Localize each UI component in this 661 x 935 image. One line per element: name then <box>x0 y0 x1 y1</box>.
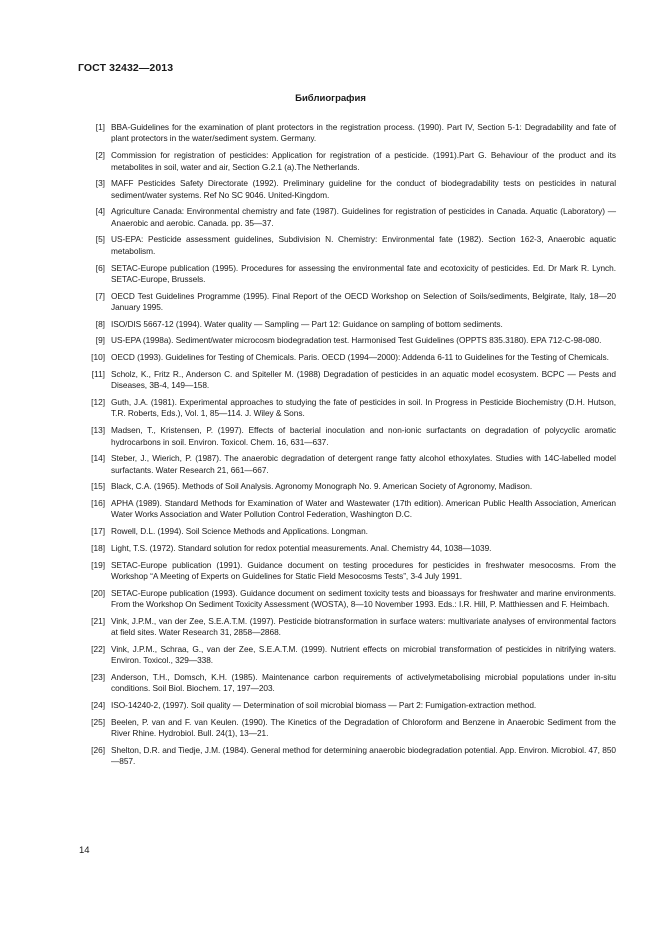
reference-number: [17] <box>91 526 105 537</box>
reference-number: [20] <box>91 587 105 598</box>
reference-number: [9] <box>95 335 105 346</box>
reference-item <box>80 122 616 145</box>
reference-text: SETAC-Europe publication (1991). Guidance document on testing procedures for pesticides in freshwater mesocosms. From the Workshop “A Meeting of Experts on Guidelines for Static Field Mesocosms Tests”, 3-4 July 1991. <box>111 559 616 581</box>
reference-list <box>80 122 616 768</box>
reference-text: SETAC-Europe publication (1995). Procedures for assessing the environmental fate and ecotoxicity of pesticides. Ed. Dr Mark R. Lynch. SETAC-Europe, Brussels. <box>111 262 616 284</box>
reference-item <box>80 425 616 448</box>
reference-number: [15] <box>91 481 105 492</box>
reference-item <box>80 335 616 346</box>
reference-item <box>80 263 616 286</box>
reference-item <box>80 178 616 201</box>
reference-number: [5] <box>95 234 105 245</box>
reference-item <box>80 150 616 173</box>
reference-text: MAFF Pesticides Safety Directorate (1992). Preliminary guideline for the conduct of biodegradability tests on pesticides in natural sediment/water systems. Ref No SC 9046. United-Kingdom. <box>111 178 616 200</box>
reference-text: Madsen, T., Kristensen, P. (1997). Effects of bacterial inoculation and non-ionic surfactants on degradation of polycyclic aromatic hydrocarbons in soil. Environ. Toxicol. Chem. 16, 631—637. <box>111 425 616 447</box>
reference-number: [23] <box>91 671 105 682</box>
reference-item <box>80 319 616 330</box>
reference-text: Shelton, D.R. and Tiedje, J.M. (1984). General method for determining anaerobic biodegradation potential. App. Environ. Microbiol. 47, 850—857. <box>111 744 616 767</box>
reference-number: [21] <box>91 615 105 626</box>
reference-item <box>80 453 616 476</box>
reference-text: Anderson, T.H., Domsch, K.H. (1985). Maintenance carbon requirements of activelymetabolising microbial populations under in-situ conditions. Soil Biol. Biochem. 17, 197—203. <box>111 671 616 694</box>
reference-item <box>80 498 616 521</box>
reference-text: Guth, J.A. (1981). Experimental approaches to studying the fate of pesticides in soil. In Progress in Pesticide Biochemistry (D.H. Hutson, T.R. Roberts, Eds.), Vol. 1, 85—114. J. Wiley & Sons. <box>111 396 616 419</box>
reference-text: Steber, J., Wierich, P. (1987). The anaerobic degradation of detergent range fatty alcohol ethoxylates. Studies with 14C-labelled model surfactants. Water Research 21, 661—667. <box>111 453 616 475</box>
reference-number: [24] <box>91 700 105 711</box>
reference-number: [4] <box>95 206 105 217</box>
reference-text: OECD (1993). Guidelines for Testing of Chemicals. Paris. OECD (1994—2000): Addenda 6-11 to Guidelines for the Testing of Chemicals. <box>111 352 609 363</box>
reference-item <box>80 560 616 583</box>
reference-text: Beelen, P. van and F. van Keulen. (1990). The Kinetics of the Degradation of Chloroform and Benzene in Anaerobic Sediment from the River Rhine. Hydrobiol. Bull. 24(1), 13—21. <box>111 716 616 739</box>
reference-text: Black, C.A. (1965). Methods of Soil Analysis. Agronomy Monograph No. 9. American Society of Agronomy, Madison. <box>111 481 533 492</box>
reference-number: [6] <box>95 262 105 273</box>
reference-number: [18] <box>91 542 105 553</box>
reference-number: [10] <box>91 352 105 363</box>
reference-item <box>80 588 616 611</box>
reference-item <box>80 745 616 768</box>
reference-item <box>80 397 616 420</box>
reference-text: BBA-Guidelines for the examination of plant protectors in the registration process. (1990). Part IV, Section 5-1: Degradability and fate of plant protectors in the water/sediment system. Germany. <box>111 122 616 144</box>
page-number: 14 <box>79 845 90 856</box>
reference-number: [11] <box>91 368 105 379</box>
reference-item <box>80 700 616 711</box>
reference-number: [14] <box>91 453 105 464</box>
reference-item <box>80 644 616 667</box>
reference-item <box>80 526 616 537</box>
reference-text: ISO-14240-2, (1997). Soil quality — Determination of soil microbial biomass — Part 2: Fumigation-extraction method. <box>111 700 537 711</box>
reference-item <box>80 369 616 392</box>
reference-item <box>80 234 616 257</box>
reference-item <box>80 717 616 740</box>
reference-number: [26] <box>91 744 105 755</box>
reference-item <box>80 291 616 314</box>
reference-number: [16] <box>91 498 105 509</box>
reference-number: [13] <box>91 425 105 436</box>
reference-text: Agriculture Canada: Environmental chemistry and fate (1987). Guidelines for registration of pesticides in Canada. Aquatic (Laboratory) — Anaerobic and aerobic. Canada. pp. 35—37. <box>111 206 616 228</box>
reference-number: [22] <box>91 643 105 654</box>
reference-number: [1] <box>95 122 105 132</box>
reference-text: Scholz, K., Fritz R., Anderson C. and Spiteller M. (1988) Degradation of pesticides in an aquatic model ecosystem. BCPC — Pests and Diseases, 3B-4, 149—158. <box>111 368 616 391</box>
reference-item <box>80 672 616 695</box>
reference-text: Vink, J.P.M., Schraa, G., van der Zee, S.E.A.T.M. (1999). Nutrient effects on microbial transformation of pesticides in nitrifying waters. Environ. Toxicol., 329—338. <box>111 643 616 666</box>
reference-number: [19] <box>91 559 105 570</box>
reference-number: [2] <box>95 150 105 161</box>
reference-text: SETAC-Europe publication (1993). Guidance document on sediment toxicity tests and bioassays for freshwater and marine environments. From the Workshop On Sediment Toxicity Assessment (WOSTA), 8—10 November 1993. Eds.: I.R. Hill, P. Matthiessen and F. Heimbach. <box>111 587 616 610</box>
reference-text: ISO/DIS 5667-12 (1994). Water quality — Sampling — Part 12: Guidance on sampling of bottom sediments. <box>111 318 503 329</box>
reference-text: US-EPA: Pesticide assessment guidelines, Subdivision N. Chemistry: Environmental fate (1982). Section 162-3, Anaerobic aquatic metabolism. <box>111 234 616 256</box>
reference-item <box>80 352 616 363</box>
reference-text: Light, T.S. (1972). Standard solution for redox potential measurements. Anal. Chemistry 44, 1038—1039. <box>111 542 492 553</box>
reference-number: [25] <box>91 716 105 727</box>
reference-number: [12] <box>91 396 105 407</box>
reference-text: Vink, J.P.M., van der Zee, S.E.A.T.M. (1997). Pesticide biotransformation in surface waters: multivariate analyses of environmental factors at field sites. Water Research 31, 2858—2868. <box>111 615 616 638</box>
reference-item <box>80 206 616 229</box>
reference-text: OECD Test Guidelines Programme (1995). Final Report of the OECD Workshop on Selection of Soils/sediments, Belgirate, Italy, 18—20 January 1995. <box>111 290 616 313</box>
document-id: ГОСТ 32432—2013 <box>78 62 174 74</box>
reference-number: [8] <box>95 318 105 329</box>
reference-text: Rowell, D.L. (1994). Soil Science Methods and Applications. Longman. <box>111 526 368 537</box>
bibliography-title: Библиография <box>295 93 366 104</box>
reference-text: Commission for registration of pesticides: Application for registration of a pesticide. (1991).Part G. Behaviour of the product and its metabolites in soil, water and air, Section G.2.1 (a).The Netherlands. <box>111 150 616 172</box>
reference-item <box>80 616 616 639</box>
reference-text: APHA (1989). Standard Methods for Examination of Water and Wastewater (17th edition). American Public Health Association, American Water Works Association and Water Pollution Control Federation, Washington D.C. <box>111 498 616 520</box>
reference-number: [7] <box>95 290 105 301</box>
reference-item <box>80 481 616 492</box>
reference-item <box>80 543 616 554</box>
reference-number: [3] <box>95 178 105 189</box>
reference-text: US-EPA (1998a). Sediment/water microcosm biodegradation test. Harmonised Test Guidelines (OPPTS 835.3180). EPA 712-C-98-080. <box>111 335 602 346</box>
